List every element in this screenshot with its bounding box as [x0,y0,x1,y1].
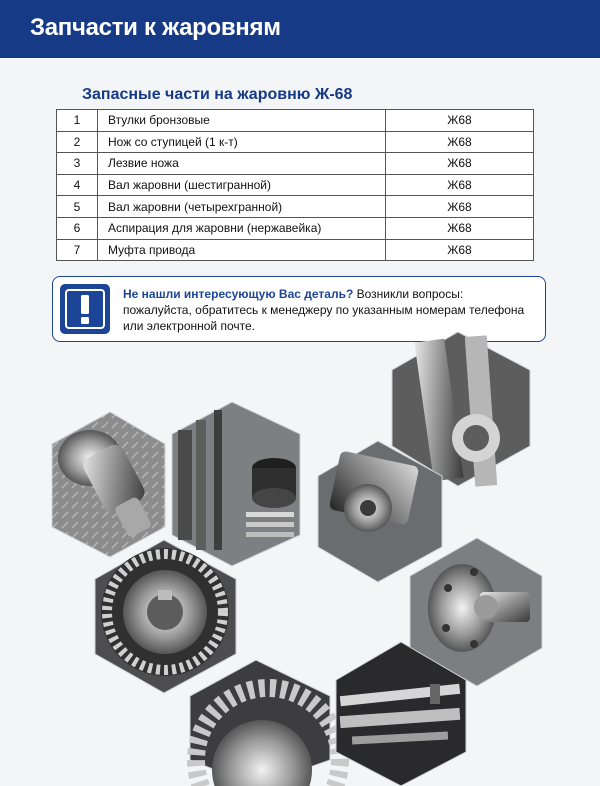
row-number: 2 [57,131,98,153]
part-model: Ж68 [386,110,534,132]
notice-box [52,276,546,342]
row-number: 7 [57,239,98,261]
table-row [57,217,534,239]
exclamation-icon [60,284,110,334]
section-title: Запасные части на жаровню Ж-68 [82,86,353,103]
part-name: Втулки бронзовые [98,110,386,132]
part-model: Ж68 [386,217,534,239]
part-model: Ж68 [386,239,534,261]
table-row [57,196,534,218]
part-name: Вал жаровни (четырехгранной) [98,196,386,218]
part-name: Лезвие ножа [98,153,386,175]
table-row [57,131,534,153]
part-name: Муфта привода [98,239,386,261]
notice-text [123,286,535,334]
row-number: 4 [57,174,98,196]
photo-shaft-flange [52,412,165,557]
part-model: Ж68 [386,153,534,175]
photo-gear-teeth [190,660,340,786]
row-number: 6 [57,217,98,239]
parts-table [56,109,534,261]
photo-bevel-gear [95,540,236,693]
row-number: 5 [57,196,98,218]
part-name: Нож со ступицей (1 к-т) [98,131,386,153]
page-title: Запчасти к жаровням [30,14,281,41]
part-name: Аспирация для жаровни (нержавейка) [98,217,386,239]
part-model: Ж68 [386,196,534,218]
page-header [0,0,600,58]
part-model: Ж68 [386,131,534,153]
notice-highlight: Не нашли интересующую Вас деталь? [123,287,354,301]
table-row [57,239,534,261]
table-row [57,153,534,175]
part-model: Ж68 [386,174,534,196]
table-row [57,110,534,132]
row-number: 3 [57,153,98,175]
notice-body: Возникли вопросы: пожалуйста, обратитесь к менеджеру по указанным номерам телефона или электронной почте. [123,287,525,333]
part-name: Вал жаровни (шестигранной) [98,174,386,196]
table-row [57,174,534,196]
row-number: 1 [57,110,98,132]
photo-bushings-bolts [172,402,300,566]
